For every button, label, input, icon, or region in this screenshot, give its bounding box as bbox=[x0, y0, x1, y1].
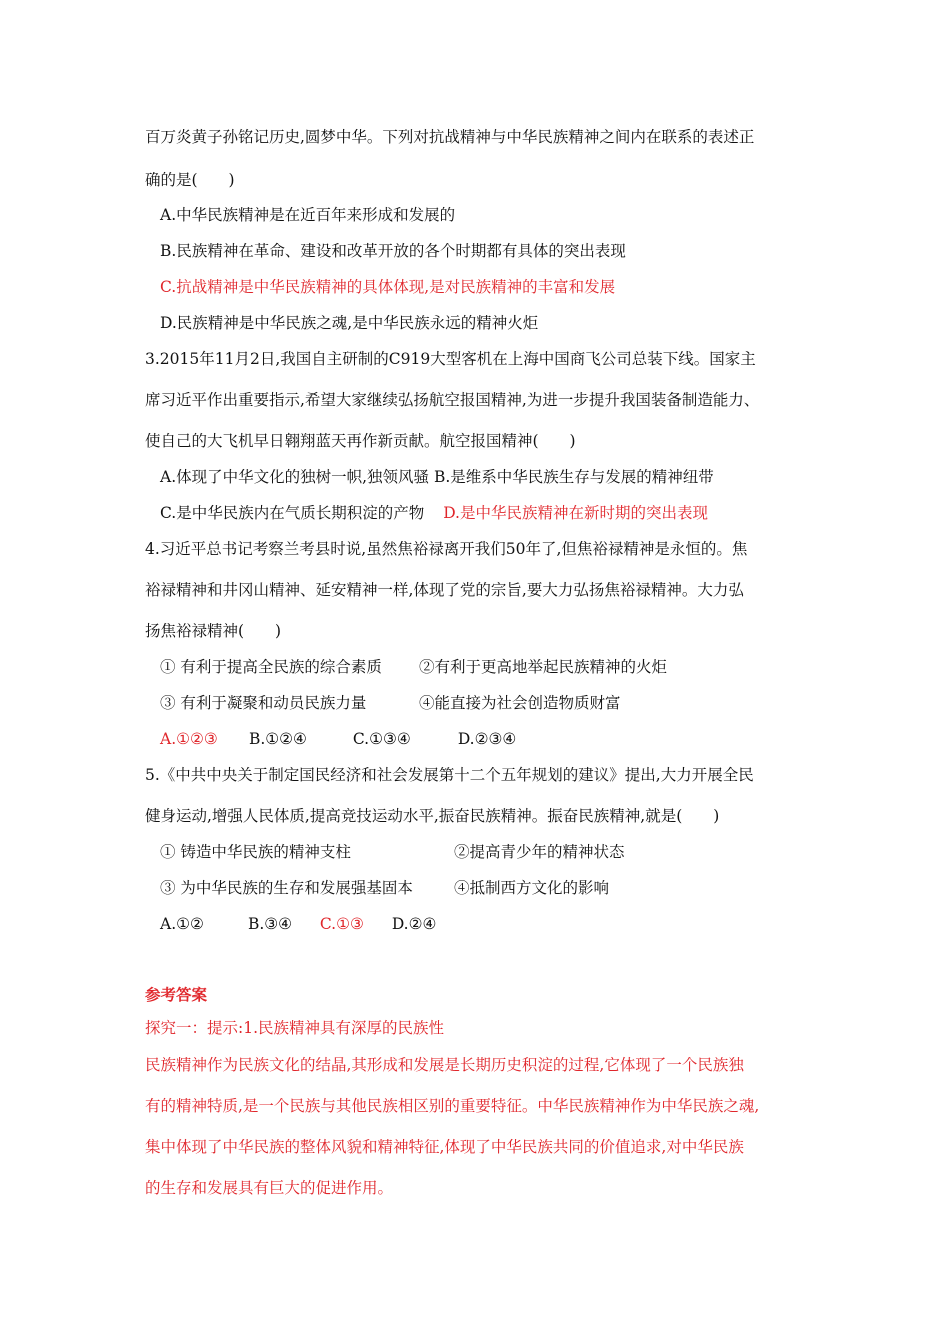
q4-item-4: ④能直接为社会创造物质财富 bbox=[418, 694, 621, 712]
q5-item-1: ① 铸造中华民族的精神支柱 bbox=[160, 843, 351, 861]
q4-item-1: ① 有利于提高全民族的综合素质 bbox=[160, 658, 382, 676]
answers-para-line-1: 民族精神作为民族文化的结晶,其形成和发展是长期历史积淀的过程,它体现了一个民族独 bbox=[145, 1056, 744, 1074]
q5-items-row-2 bbox=[160, 878, 609, 898]
q3-option-c: C.是中华民族内在气质长期积淀的产物 bbox=[160, 504, 425, 522]
q5-choices bbox=[160, 914, 436, 934]
q5-choice-c-answer: C.①③ bbox=[319, 915, 364, 933]
q5-stem-line-1: 5.《中共中央关于制定国民经济和社会发展第十二个五年规划的建议》提出,大力开展全民 bbox=[145, 766, 754, 784]
q5-item-4: ④抵制西方文化的影响 bbox=[453, 879, 609, 897]
q5-choice-a: A.①② bbox=[160, 915, 204, 933]
q4-choices bbox=[160, 729, 516, 749]
q3-options-cd bbox=[160, 503, 708, 523]
answers-hint: 探究一：提示:1.民族精神具有深厚的民族性 bbox=[145, 1019, 445, 1037]
q2-option-c-answer: C.抗战精神是中华民族精神的具体体现,是对民族精神的丰富和发展 bbox=[160, 278, 616, 296]
q5-items-row-1 bbox=[160, 842, 624, 862]
q5-item-3: ③ 为中华民族的生存和发展强基固本 bbox=[160, 879, 413, 897]
q3-stem-line-1: 3.2015年11月2日,我国自主研制的C919大型客机在上海中国商飞公司总装下线。国家主 bbox=[145, 350, 756, 368]
q4-items-row-1 bbox=[160, 657, 667, 677]
q2-option-a: A.中华民族精神是在近百年来形成和发展的 bbox=[160, 206, 456, 224]
q5-stem-line-2: 健身运动,增强人民体质,提高竞技运动水平,振奋民族精神。振奋民族精神,就是( ) bbox=[145, 807, 720, 825]
q5-item-2: ②提高青少年的精神状态 bbox=[453, 843, 625, 861]
answers-heading: 参考答案 bbox=[145, 985, 208, 1004]
q3-stem-line-3: 使自己的大飞机早日翱翔蓝天再作新贡献。航空报国精神( ) bbox=[145, 432, 576, 450]
q3-option-d-answer: D.是中华民族精神在新时期的突出表现 bbox=[443, 504, 708, 522]
answers-para-line-2: 有的精神特质,是一个民族与其他民族相区别的重要特征。中华民族精神作为中华民族之魂, bbox=[145, 1097, 760, 1115]
q5-choice-b: B.③④ bbox=[247, 915, 293, 933]
q4-choice-d: D.②③④ bbox=[457, 730, 517, 748]
q2-option-d: D.民族精神是中华民族之魂,是中华民族永远的精神火炬 bbox=[160, 314, 539, 332]
q4-items-row-2 bbox=[160, 693, 620, 713]
q5-choice-d: D.②④ bbox=[391, 915, 437, 933]
q2-stem-line-1: 百万炎黄子孙铭记历史,圆梦中华。下列对抗战精神与中华民族精神之间内在联系的表述正 bbox=[145, 128, 755, 146]
q4-item-3: ③ 有利于凝聚和动员民族力量 bbox=[160, 694, 367, 712]
q4-item-2: ②有利于更高地举起民族精神的火炬 bbox=[418, 658, 667, 676]
q4-stem-line-3: 扬焦裕禄精神( ) bbox=[145, 622, 282, 640]
q4-choice-a-answer: A.①②③ bbox=[160, 730, 218, 748]
q4-stem-line-2: 裕禄精神和井冈山精神、延安精神一样,体现了党的宗旨,要大力弘扬焦裕禄精神。大力弘 bbox=[145, 581, 744, 599]
q4-stem-line-1: 4.习近平总书记考察兰考县时说,虽然焦裕禄离开我们50年了,但焦裕禄精神是永恒的。焦 bbox=[145, 540, 748, 558]
q2-option-b: B.民族精神在革命、建设和改革开放的各个时期都有具体的突出表现 bbox=[160, 242, 626, 260]
answers-para-line-4: 的生存和发展具有巨大的促进作用。 bbox=[145, 1179, 394, 1197]
q4-choice-c: C.①③④ bbox=[352, 730, 411, 748]
answers-para-line-3: 集中体现了中华民族的整体风貌和精神特征,体现了中华民族共同的价值追求,对中华民族 bbox=[145, 1138, 744, 1156]
q4-choice-b: B.①②④ bbox=[248, 730, 307, 748]
q2-stem-line-2: 确的是( ) bbox=[145, 171, 235, 189]
q3-option-ab: A.体现了中华文化的独树一帜,独领风骚 B.是维系中华民族生存与发展的精神纽带 bbox=[160, 468, 714, 486]
q3-stem-line-2: 席习近平作出重要指示,希望大家继续弘扬航空报国精神,为进一步提升我国装备制造能力、 bbox=[145, 391, 760, 409]
